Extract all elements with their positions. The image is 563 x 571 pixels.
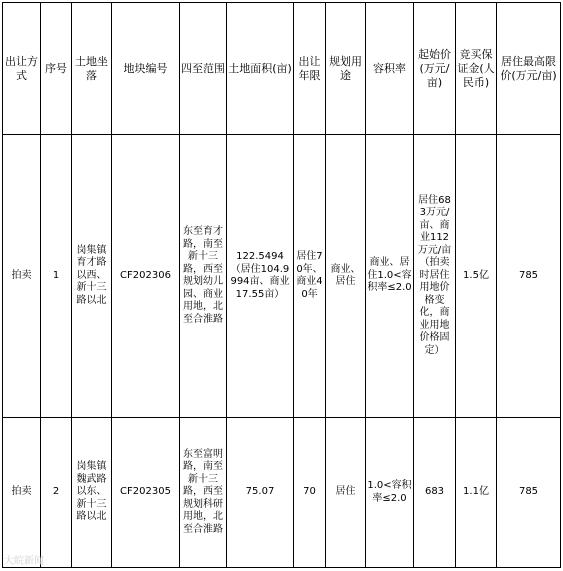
header-method: 出让方式	[3, 3, 41, 135]
cell-no: 1	[41, 135, 72, 418]
cell-use: 商业、居住	[326, 135, 366, 418]
header-no: 序号	[41, 3, 72, 135]
cell-max-price: 785	[497, 135, 561, 418]
header-start-price: 起始价(万元/亩)	[414, 3, 456, 135]
cell-far: 1.0<容积率≤2.0	[366, 418, 414, 568]
cell-far: 商业、居住1.0<容积率≤2.0	[366, 135, 414, 418]
cell-start-price: 居住683万元/亩、商业112万元/亩（拍卖时居住用地价格变化，商业用地价格固定）	[414, 135, 456, 418]
cell-location: 岗集镇育才路以西、新十三路以北	[72, 135, 112, 418]
table-row	[3, 135, 561, 418]
header-bounds: 四至范围	[180, 3, 227, 135]
cell-parcel-id: CF202306	[112, 135, 180, 418]
land-auction-table	[2, 2, 561, 568]
watermark: 大皖新闻	[4, 556, 44, 567]
cell-method: 拍卖	[3, 418, 41, 568]
table-row	[3, 418, 561, 568]
cell-deposit: 1.5亿	[456, 135, 497, 418]
cell-method: 拍卖	[3, 135, 41, 418]
cell-years: 70	[294, 418, 326, 568]
header-max-price: 居住最高限价(万元/亩)	[497, 3, 561, 135]
cell-years: 居住70年、商业40年	[294, 135, 326, 418]
cell-area: 75.07	[227, 418, 294, 568]
header-far: 容积率	[366, 3, 414, 135]
header-use: 规划用途	[326, 3, 366, 135]
cell-location: 岗集镇魏武路以东、新十三路以北	[72, 418, 112, 568]
header-location: 土地坐落	[72, 3, 112, 135]
cell-parcel-id: CF202305	[112, 418, 180, 568]
cell-max-price: 785	[497, 418, 561, 568]
cell-start-price: 683	[414, 418, 456, 568]
header-row	[3, 3, 561, 135]
header-area: 土地面积(亩)	[227, 3, 294, 135]
header-deposit: 竞买保证金(人民币)	[456, 3, 497, 135]
cell-bounds: 东至育才路，南至新十三路，西至规划幼儿园、商业用地，北至合淮路	[180, 135, 227, 418]
cell-no: 2	[41, 418, 72, 568]
cell-area: 122.5494（居住104.9994亩、商业17.55亩）	[227, 135, 294, 418]
header-parcel-id: 地块编号	[112, 3, 180, 135]
cell-use: 居住	[326, 418, 366, 568]
header-years: 出让年限	[294, 3, 326, 135]
cell-deposit: 1.1亿	[456, 418, 497, 568]
cell-bounds: 东至富明路，南至新十三路，西至规划科研用地，北至合淮路	[180, 418, 227, 568]
